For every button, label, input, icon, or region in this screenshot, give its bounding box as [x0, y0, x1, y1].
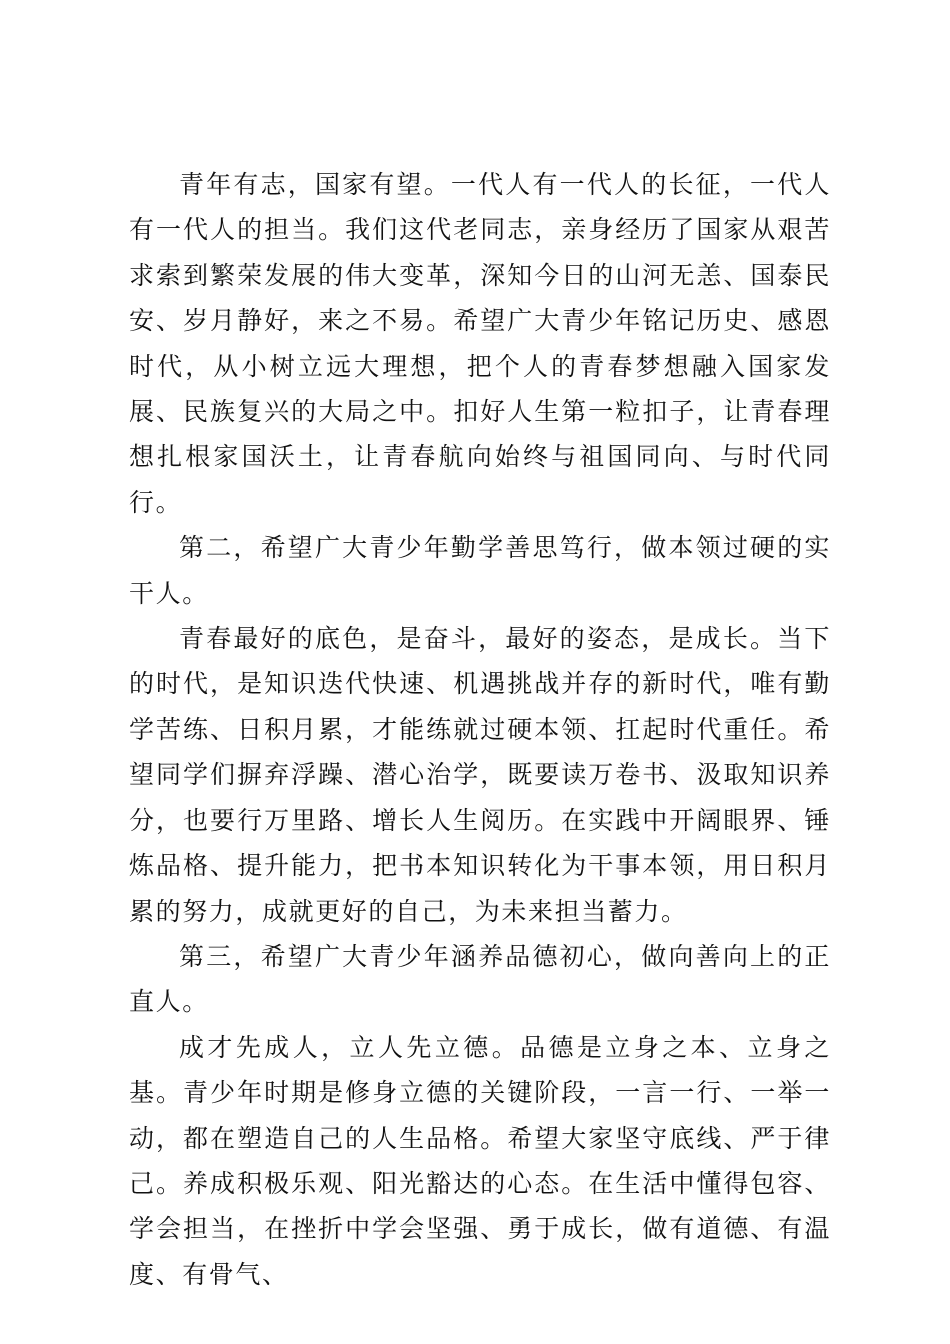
paragraph-diligent-study: 青春最好的底色，是奋斗，最好的姿态，是成长。当下的时代，是知识迭代快速、机遇挑战并存的新时代，唯有勤学苦练、日积月累，才能练就过硬本领、扛起时代重任。希望同学们摒弃浮躁、潜心治学，既要读万卷书、汲取知识养分，也要行万里路、增长人生阅历。在实践中开阔眼界、锤炼品格、提升能力，把书本知识转化为干事本领，用日积月累的努力，成就更好的自己，为未来担当蓄力。: [129, 624, 831, 926]
paragraph-youth-aspiration: 青年有志，国家有望。一代人有一代人的长征，一代人有一代人的担当。我们这代老同志，亲身经历了国家从艰苦求索到繁荣发展的伟大变革，深知今日的山河无恙、国泰民安、岁月静好，来之不易。希望广大青少年铭记历史、感恩时代，从小树立远大理想，把个人的青春梦想融入国家发展、民族复兴的大局之中。扣好人生第一粒扣子，让青春理想扎根家国沃土，让青春航向始终与祖国同向、与时代同行。: [129, 170, 831, 517]
paragraph-second-point-heading: 第二，希望广大青少年勤学善思笃行，做本领过硬的实干人。: [129, 533, 831, 608]
paragraph-moral-character: 成才先成人，立人先立德。品德是立身之本、立身之基。青少年时期是修身立德的关键阶段，一言一行、一举一动，都在塑造自己的人生品格。希望大家坚守底线、严于律己。养成积极乐观、阳光豁达的心态。在生活中懂得包容、学会担当，在挫折中学会坚强、勇于成长，做有道德、有温度、有骨气、: [129, 1032, 831, 1289]
paragraph-third-point-heading: 第三，希望广大青少年涵养品德初心，做向善向上的正直人。: [129, 941, 831, 1017]
document-body: [129, 162, 831, 1297]
